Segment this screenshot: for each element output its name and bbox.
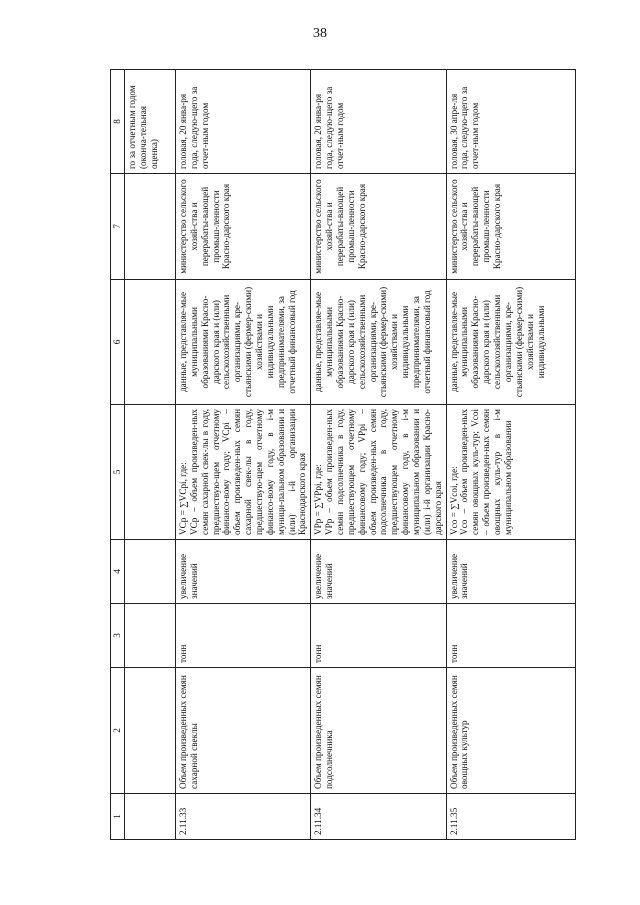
deadline: головая, 20 янва-ря года, следую-щего за отчет-ным годом bbox=[311, 70, 446, 174]
header-col-3: 3 bbox=[111, 604, 125, 668]
responsible: министерство сельского хозяй-ства и перерабаты-вающей промыш-ленности Красно-дарского края bbox=[311, 174, 446, 280]
dynamics: увеличение значений bbox=[176, 540, 311, 604]
unit: тонн bbox=[311, 604, 446, 668]
header-col-4: 4 bbox=[111, 540, 125, 604]
deadline: головая, 30 апре-ля года, следую-щего за отчет-ным годом bbox=[446, 70, 575, 174]
indicator-name: Объем произведенных семян овощных культур bbox=[446, 668, 575, 794]
formula: VCp = ∑VCpi, где: bbox=[178, 462, 188, 535]
formula-description: Vco – объем произведен-ных семян овощных куль-тур; Vcoi – объем произведен-ных семян овощных куль-тур в i-м муниципальном образовании bbox=[459, 409, 513, 535]
formula-description: VCp – объем произведен-ных семян сахарной свек-лы в году, предшествую-щем отчетному финансо-вому году; VCpi – объем произведен-ных семян сахарной свек-лы в году, предшествую-щем отчетному финансо-вому году, в i-м муници-пальном образовании и (или) i-й организации Краснодарского края bbox=[188, 409, 308, 535]
table-row bbox=[446, 70, 575, 840]
unit: тонн bbox=[176, 604, 311, 668]
rotated-table-container bbox=[110, 70, 550, 840]
deadline: головая, 20 янва-ря года, следую-щего за отчет-ным годом bbox=[176, 70, 311, 174]
header-row bbox=[111, 70, 125, 840]
formula: Vco = ∑Vcoi, где: bbox=[448, 466, 459, 535]
unit: тонн bbox=[446, 604, 575, 668]
header-col-1: 1 bbox=[111, 794, 125, 840]
continuation-row bbox=[125, 70, 176, 840]
row-number: 2.11.35 bbox=[446, 794, 575, 840]
formula-cell bbox=[446, 405, 575, 540]
dynamics: увеличение значений bbox=[446, 540, 575, 604]
row-number: 2.11.33 bbox=[176, 794, 311, 840]
data-source: данные, представляе-мые муниципальными образованиями Красно-дарского края и (или) сельскохозяйственными организациями, кре-стьянскими (фермер-скими) хозяйствами и индивидуальными предпринимателями, за отчетный финансовый год bbox=[311, 280, 446, 405]
header-col-2: 2 bbox=[111, 668, 125, 794]
responsible: министерство сельского хозяй-ства и перерабаты-вающей промыш-ленности Красно-дарского края bbox=[176, 174, 311, 280]
indicator-name: Объем произведенных семян сахарной свеклы bbox=[176, 668, 311, 794]
responsible: министерство сельского хозяй-ства и перерабаты-вающей промыш-ленности Красно-дарского края bbox=[446, 174, 575, 280]
indicator-name: Объем произведенных семян подсолнечника bbox=[311, 668, 446, 794]
header-col-7: 7 bbox=[111, 174, 125, 280]
header-col-6: 6 bbox=[111, 280, 125, 405]
data-source: данные, представляе-мые муниципальными образованиями Красно-дарского края и (или) сельскохозяйственными организациями, кре-стьянскими (фермер-скими) хозяйствами и индивидуальными предпринимателями, за отчетный финансовый год bbox=[176, 280, 311, 405]
dynamics: увеличение значений bbox=[311, 540, 446, 604]
formula-description: VPp – объем произведен-ных семян подсолнечника в году, предшествующем отчетному финансовому году; VPpi – объем произведен-ных семян подсолнечника в году, предшествующем отчетному финансовому году, в i-м муниципальном образовании и (или) i-й организации Красно-дарского края bbox=[324, 409, 443, 535]
table-row bbox=[311, 70, 446, 840]
continuation-deadline: го за отчетным годом (оконча-тельная оценка) bbox=[125, 70, 176, 174]
formula-cell bbox=[176, 405, 311, 540]
page-number: 38 bbox=[313, 26, 327, 41]
row-number: 2.11.34 bbox=[311, 794, 446, 840]
indicators-table bbox=[110, 69, 576, 840]
header-col-8: 8 bbox=[111, 70, 125, 174]
data-source: данные, представляе-мые муниципальными образованиями Красно-дарского края и (или) сельскохозяйственными организациями, кре-стьянскими (фермер-скими) хозяйствами и индивидуальными bbox=[446, 280, 575, 405]
formula-cell bbox=[311, 405, 446, 540]
formula: VPp = ∑VPpi, где: bbox=[313, 464, 324, 535]
header-col-5: 5 bbox=[111, 405, 125, 540]
table-row bbox=[176, 70, 311, 840]
